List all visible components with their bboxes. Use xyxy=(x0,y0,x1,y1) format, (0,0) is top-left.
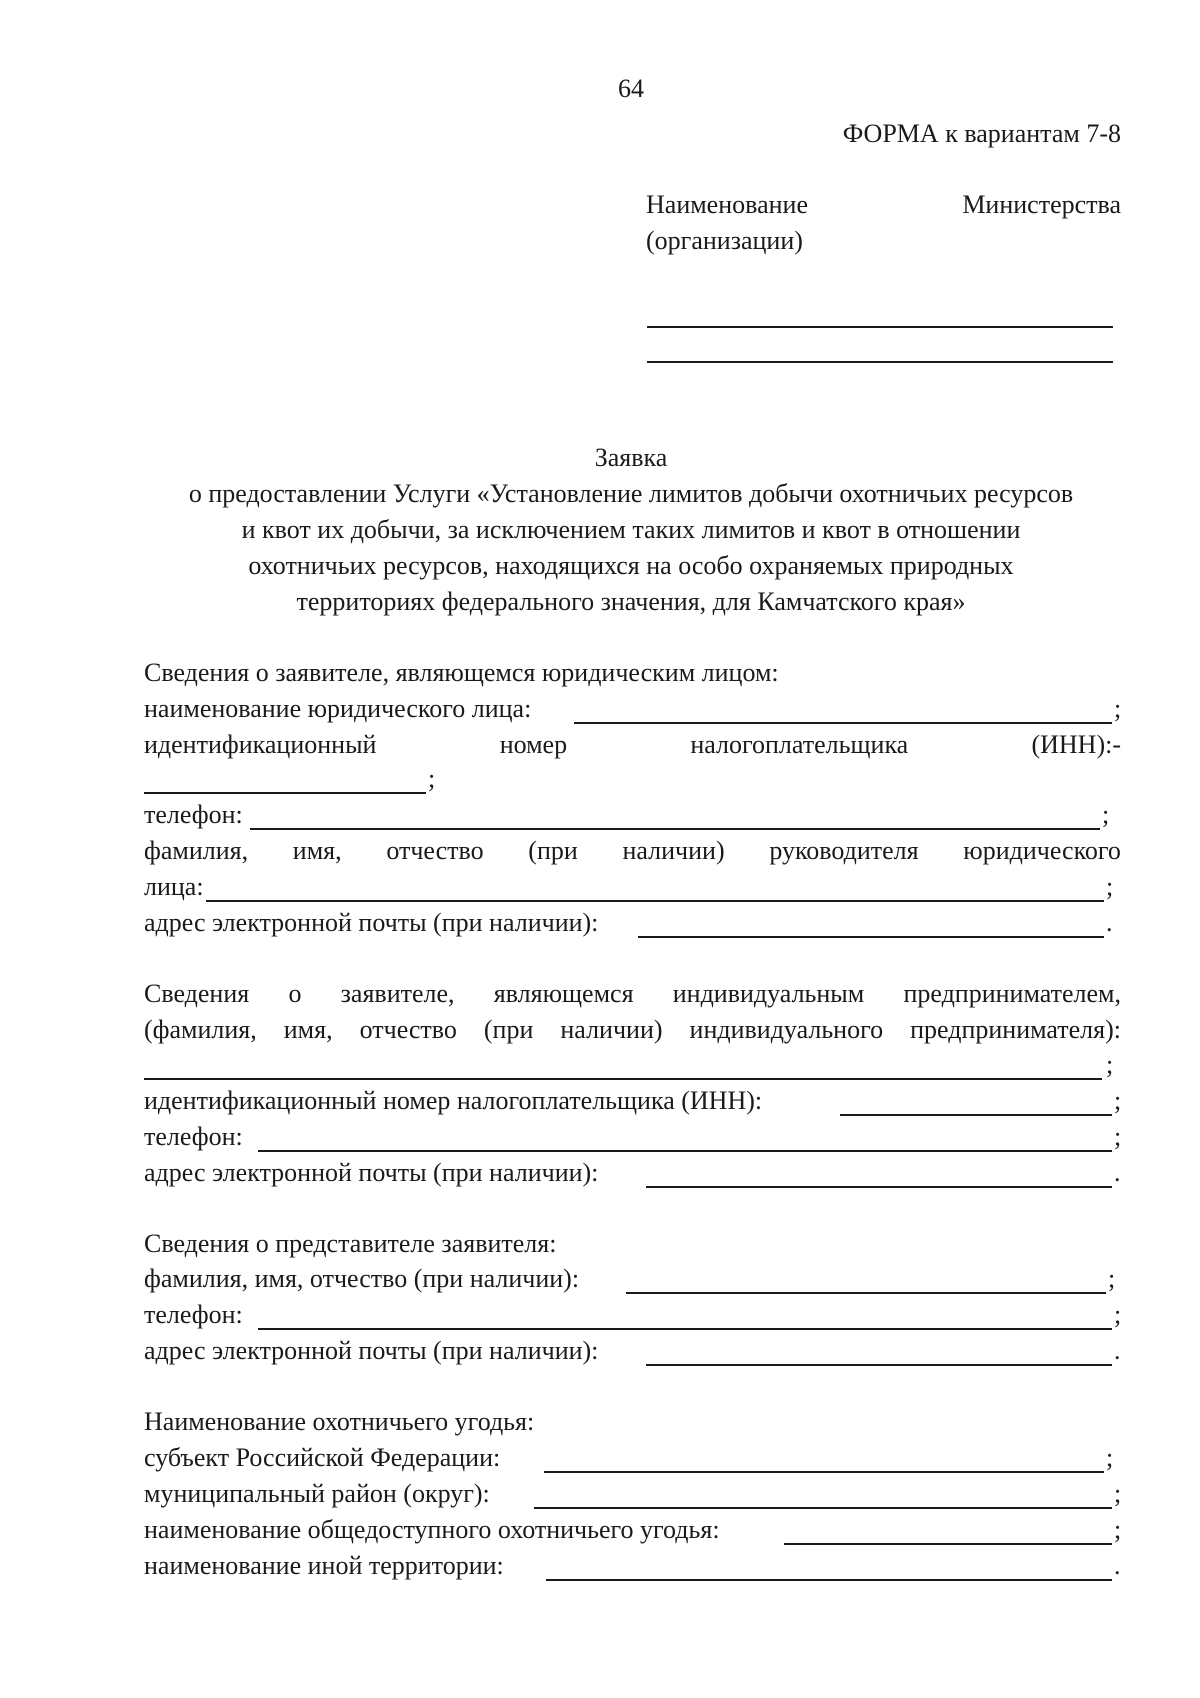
fio-word: имя, xyxy=(283,1015,333,1044)
representative-phone-label: телефон: xyxy=(144,1300,243,1329)
fio-word: индивидуального xyxy=(689,1015,884,1044)
fio-word: (фамилия, xyxy=(144,1015,257,1044)
inn-word: налогоплательщика xyxy=(690,730,909,759)
entrepreneur-phone-label: телефон: xyxy=(144,1122,243,1151)
punct-semicolon: ; xyxy=(428,764,436,793)
representative-fio-field[interactable] xyxy=(626,1292,1106,1294)
entrepreneur-inn-row xyxy=(144,1088,1121,1120)
document-title: Заявка xyxy=(594,443,668,472)
punct-semicolon: ; xyxy=(1106,1443,1114,1472)
entrepreneur-heading-row xyxy=(144,981,1121,1007)
subject-row xyxy=(144,1445,1121,1477)
subtitle-line: о предоставлении Услуги «Установление лимитов добычи охотничьих ресурсов xyxy=(188,479,1074,508)
fio-word: предпринимателя): xyxy=(910,1015,1121,1044)
subtitle-line: территориях федерального значения, для Камчатского края» xyxy=(296,587,966,616)
punct-period: . xyxy=(1114,1551,1121,1580)
other-territory-label: наименование иной территории: xyxy=(144,1551,504,1580)
legal-phone-label: телефон: xyxy=(144,800,243,829)
legal-name-field[interactable] xyxy=(574,722,1112,724)
punct-semicolon: ; xyxy=(1114,1300,1122,1329)
punct-period: . xyxy=(1114,1336,1121,1365)
public-ground-field[interactable] xyxy=(784,1543,1112,1545)
heading-word: заявителе, xyxy=(340,979,455,1008)
legal-head-field[interactable] xyxy=(206,900,1104,902)
entrepreneur-inn-field[interactable] xyxy=(840,1114,1112,1116)
district-label: муниципальный район (округ): xyxy=(144,1479,490,1508)
addressee-input-line-2[interactable] xyxy=(647,361,1113,363)
inn-word: номер xyxy=(499,730,568,759)
head-word: наличии) xyxy=(622,836,725,865)
punct-semicolon: ; xyxy=(1114,1479,1122,1508)
legal-head-row xyxy=(144,874,1121,906)
fio-word: (при xyxy=(483,1015,534,1044)
legal-email-label: адрес электронной почты (при наличии): xyxy=(144,908,599,937)
subject-label: субъект Российской Федерации: xyxy=(144,1443,501,1472)
form-reference: ФОРМА к вариантам 7-8 xyxy=(842,119,1121,148)
punct-period: . xyxy=(1106,908,1113,937)
inn-word: идентификационный xyxy=(144,730,377,759)
punct-semicolon: ; xyxy=(1106,1050,1114,1079)
legal-head-label-row xyxy=(144,838,1121,864)
entrepreneur-inn-label: идентификационный номер налогоплательщика (ИНН): xyxy=(144,1086,763,1115)
representative-heading: Сведения о представителе заявителя: xyxy=(144,1229,557,1258)
punct-semicolon: ; xyxy=(1106,872,1114,901)
district-field[interactable] xyxy=(534,1507,1112,1509)
addressee-label-2: (организации) xyxy=(646,226,803,255)
entrepreneur-fio-row xyxy=(144,1052,1121,1084)
addressee-label-ministry: Министерства xyxy=(962,190,1121,219)
punct-semicolon: ; xyxy=(1114,1086,1122,1115)
representative-email-field[interactable] xyxy=(646,1364,1112,1366)
public-ground-label: наименование общедоступного охотничьего угодья: xyxy=(144,1515,720,1544)
entrepreneur-phone-field[interactable] xyxy=(258,1150,1112,1152)
heading-word: предпринимателем, xyxy=(903,979,1121,1008)
entrepreneur-fio-label-row xyxy=(144,1017,1121,1043)
other-territory-field[interactable] xyxy=(546,1579,1112,1581)
legal-name-row xyxy=(144,696,1121,728)
representative-phone-row xyxy=(144,1302,1121,1334)
legal-head-label: лица: xyxy=(144,872,204,901)
entrepreneur-fio-field[interactable] xyxy=(144,1078,1102,1080)
representative-fio-row xyxy=(144,1266,1121,1298)
representative-email-row xyxy=(144,1338,1121,1370)
heading-word: являющемся xyxy=(493,979,634,1008)
heading-word: индивидуальным xyxy=(672,979,865,1008)
entrepreneur-phone-row xyxy=(144,1124,1121,1156)
addressee-label-1: Наименование xyxy=(646,190,808,219)
public-ground-row xyxy=(144,1517,1121,1549)
legal-inn-field[interactable] xyxy=(144,792,426,794)
heading-word: Сведения xyxy=(144,979,250,1008)
representative-fio-label: фамилия, имя, отчество (при наличии): xyxy=(144,1264,580,1293)
subtitle-line: охотничьих ресурсов, находящихся на особо охраняемых природных xyxy=(248,551,1014,580)
head-word: руководителя xyxy=(769,836,919,865)
subject-field[interactable] xyxy=(544,1471,1104,1473)
head-word: имя, xyxy=(292,836,342,865)
legal-name-label: наименование юридического лица: xyxy=(144,694,532,723)
hunting-ground-heading: Наименование охотничьего угодья: xyxy=(144,1407,535,1436)
punct-period: . xyxy=(1114,1158,1121,1187)
punct-semicolon: ; xyxy=(1108,1264,1116,1293)
punct-semicolon: ; xyxy=(1102,800,1110,829)
legal-phone-field[interactable] xyxy=(250,828,1100,830)
entrepreneur-email-label: адрес электронной почты (при наличии): xyxy=(144,1158,599,1187)
representative-phone-field[interactable] xyxy=(258,1328,1112,1330)
addressee-input-line-1[interactable] xyxy=(647,326,1113,328)
heading-word: о xyxy=(288,979,302,1008)
inn-word: (ИНН):- xyxy=(1031,730,1121,759)
fio-word: отчество xyxy=(359,1015,457,1044)
other-territory-row xyxy=(144,1553,1121,1585)
entrepreneur-email-row xyxy=(144,1160,1121,1192)
legal-inn-row xyxy=(144,766,1121,798)
legal-email-row xyxy=(144,910,1121,942)
head-word: (при xyxy=(528,836,578,865)
punct-semicolon: ; xyxy=(1114,694,1122,723)
legal-phone-row xyxy=(144,802,1121,834)
punct-semicolon: ; xyxy=(1114,1515,1122,1544)
entrepreneur-email-field[interactable] xyxy=(646,1186,1112,1188)
head-word: юридического xyxy=(963,836,1121,865)
subtitle-line: и квот их добычи, за исключением таких лимитов и квот в отношении xyxy=(241,515,1021,544)
fio-word: наличии) xyxy=(560,1015,663,1044)
punct-semicolon: ; xyxy=(1114,1122,1122,1151)
head-word: отчество xyxy=(386,836,484,865)
head-word: фамилия, xyxy=(144,836,249,865)
representative-email-label: адрес электронной почты (при наличии): xyxy=(144,1336,599,1365)
page-number: 64 xyxy=(618,74,644,103)
legal-inn-label-row xyxy=(144,732,1121,758)
district-row xyxy=(144,1481,1121,1513)
legal-email-field[interactable] xyxy=(638,936,1104,938)
legal-entity-heading: Сведения о заявителе, являющемся юридическим лицом: xyxy=(144,658,779,687)
